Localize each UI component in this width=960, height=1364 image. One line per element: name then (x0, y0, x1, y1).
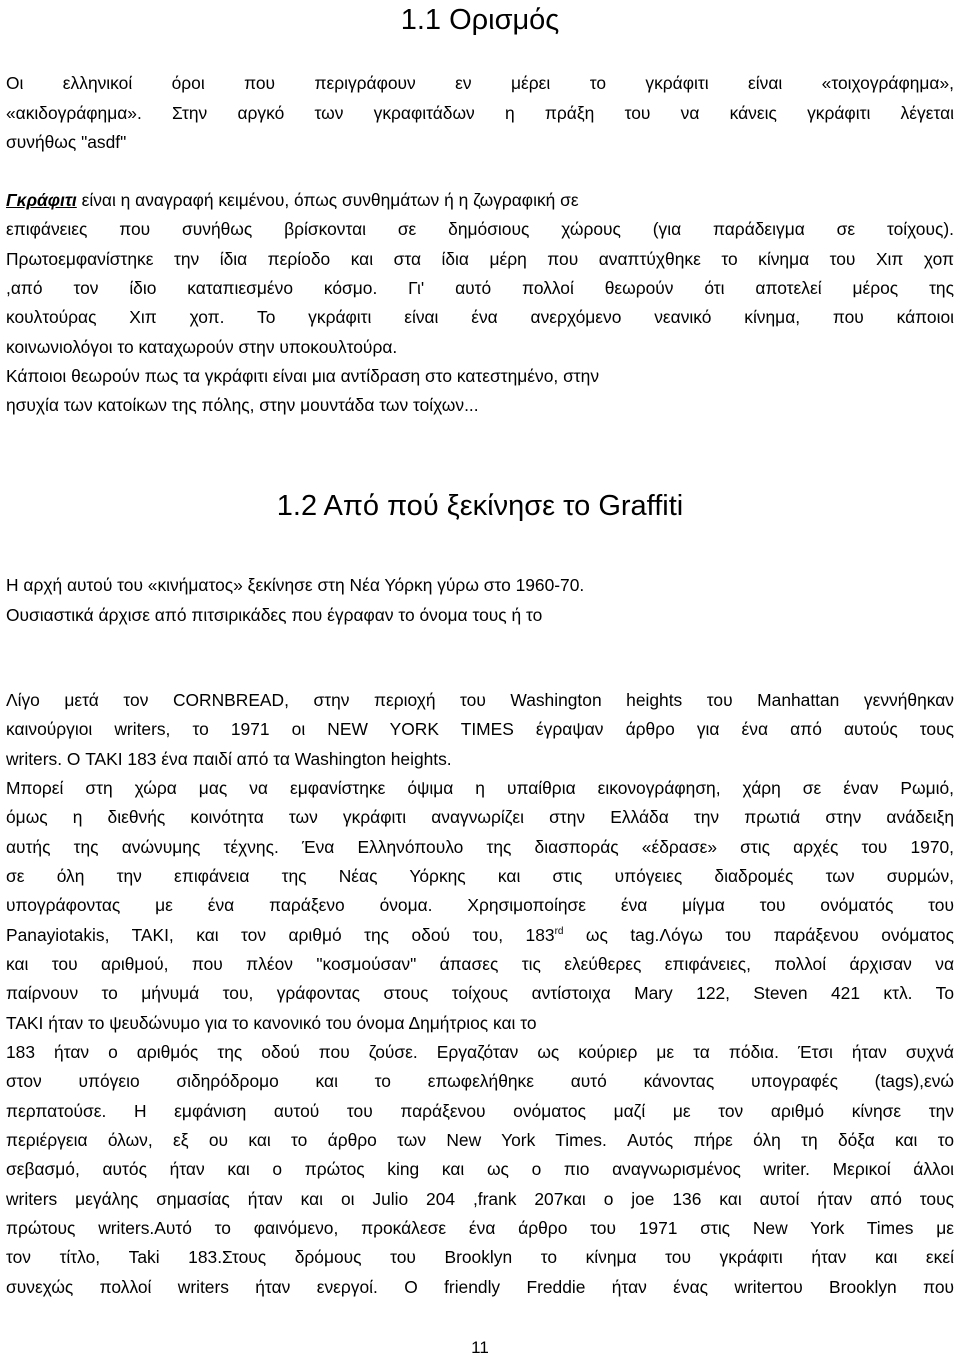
paragraph-line: συνήθως "asdf" (6, 132, 127, 152)
taki-line-text: Panayiotakis, TAKI, και τον αριθμό της οδού του, 183 (6, 925, 555, 945)
paragraph-line: writers μεγάλης σημασίας ήταν και οι Julio 204 ,frank 207και ο joe 136 και αυτοί ήταν από τους (6, 1189, 954, 1209)
paragraph-line: στον υπόγειο σιδηρόδρομο και το επωφελήθηκε αυτό κάνοντας υπογραφές (tags),ενώ (6, 1071, 954, 1091)
paragraph-line: writers. Ο TAKI 183 ένα παιδί από τα Washington heights. (6, 749, 452, 769)
paragraph-line: ,από τον ίδιο καταπιεσμένο κόσμο. Γι' αυτό πολλοί θεωρούν ότι αποτελεί μέρος της (6, 278, 954, 298)
section-1-heading: 1.1 Ορισμός (400, 4, 560, 36)
paragraph-line: Η αρχή αυτού του «κινήματος» ξεκίνησε στη Νέα Υόρκη γύρω στο 1960-70. (6, 575, 585, 595)
page-number: 11 (471, 1338, 489, 1357)
paragraph-line: Λίγο μετά τον CORNBREAD, στην περιοχή του Washington heights του Manhattan γεννήθηκαν (6, 690, 954, 710)
paragraph-line: παίρνουν το μήνυμά του, γράφοντας στους τοίχους αντίστοιχα Mary 122, Steven 421 κτλ. Το (6, 983, 954, 1003)
definition-line (6, 188, 579, 212)
paragraph-line: 183 ήταν ο αριθμός της οδού που ζούσε. Εργαζόταν ως κούριερ με τα πόδια. Έτσι ήταν συχνά (6, 1042, 954, 1062)
paragraph-line: κοινωνιολόγοι το καταχωρούν στην υποκουλτούρα. (6, 337, 398, 357)
defined-term: Γκράφιτι (6, 190, 77, 210)
paragraph-line: καινούργιοι writers, το 1971 οι NEW YORK TIMES έγραψαν άρθρο για ένα από αυτούς τους (6, 719, 954, 739)
paragraph-line: Οι ελληνικοί όροι που περιγράφουν εν μέρει το γκράφιτι είναι «τοιχογράφημα», (6, 73, 954, 93)
paragraph-line: επιφάνειες που συνήθως βρίσκονται σε δημόσιους χώρους (για παράδειγμα σε τοίχους). (6, 219, 954, 239)
paragraph-line: «ακιδογράφημα». Στην αργκό των γκραφιτάδων η πράξη του να κάνεις γκράφιτι λέγεται (6, 103, 954, 123)
paragraph-line: TAKI ήταν το ψευδώνυμο για το κανονικό του όνομα Δημήτριος και το (6, 1013, 537, 1033)
paragraph-line: και του αριθμού, που πλέον "κοσμούσαν" άπασες τις ελεύθερες επιφάνειες, πολλοί άρχισαν να (6, 954, 954, 974)
paragraph-line: Μπορεί στη χώρα μας να εμφανίστηκε όψιμα η υπαίθρια εικονογράφηση, χάρη σε έναν Ρωμιό, (6, 778, 954, 798)
paragraph-line: κουλτούρας Χιπ χοπ. Το γκράφιτι είναι ένα ανερχόμενο νεανικό κίνημα, που κάποιοι (6, 307, 954, 327)
taki-line (6, 923, 954, 947)
paragraph-line: περιέργεια όλων, εξ ου και το άρθρο των New York Times. Αυτός πήρε όλη τη δόξα και το (6, 1130, 954, 1150)
paragraph-line: Πρωτοεμφανίστηκε την ίδια περίοδο και στα ίδια μέρη που αναπτύχθηκε το κίνημα του Χιπ χοπ (6, 249, 954, 269)
paragraph-line: περπατούσε. Η εμφάνιση αυτού του παράξενου ονόματος μαζί με τον αριθμό κίνησε την (6, 1101, 954, 1121)
taki-line-text-end: ως tag.Λόγω του παράξενου ονόματος (563, 925, 954, 945)
paragraph-line: πρώτους writers.Αυτό το φαινόμενο, προκάλεσε ένα άρθρο του 1971 στις New York Times με (6, 1218, 954, 1238)
paragraph-line: συνεχώς πολλοί writers ήταν ενεργοί. Ο friendly Freddie ήταν ένας writerτου Brooklyn που (6, 1277, 954, 1297)
paragraph-line: Ουσιαστικά άρχισε από πιτσιρικάδες που έγραφαν το όνομα τους ή το (6, 605, 543, 625)
paragraph-line: υπογράφοντας με ένα παράξενο όνομα. Χρησιμοποίησε ένα μίγμα του ονόματός του (6, 895, 954, 915)
definition-text: είναι η αναγραφή κειμένου, όπως συνθημάτων ή η ζωγραφική σε (76, 190, 579, 210)
ordinal-suffix: rd (554, 926, 564, 938)
paragraph-line: σεβασμό, αυτός ήταν και ο πρώτος king και ως ο πιο αναγνωρισμένος writer. Μερικοί άλλοι (6, 1159, 954, 1179)
paragraph-line: Κάποιοι θεωρούν πως τα γκράφιτι είναι μια αντίδραση στο κατεστημένο, στην (6, 366, 600, 386)
paragraph-line: ησυχία των κατοίκων της πόλης, στην μουντάδα των τοίχων... (6, 395, 479, 415)
section-2-heading: 1.2 Από πού ξεκίνησε το Graffiti (276, 490, 684, 522)
paragraph-line: αυτής της ανώνυμης τέχνης. Ένα Ελληνόπουλο της διασποράς «έδρασε» στις αρχές του 1970, (6, 837, 954, 857)
paragraph-line: σε όλη την επιφάνεια της Νέας Υόρκης και στις υπόγειες διαδρομές των συρμών, (6, 866, 954, 886)
paragraph-line: όμως η διεθνής κοινότητα των γκράφιτι αναγνωρίζει στην Ελλάδα την πρωτιά στην ανάδειξη (6, 807, 954, 827)
paragraph-line: τον τίτλο, Taki 183.Στους δρόμους του Brooklyn το κίνημα του γκράφιτι ήταν και εκεί (6, 1247, 954, 1267)
